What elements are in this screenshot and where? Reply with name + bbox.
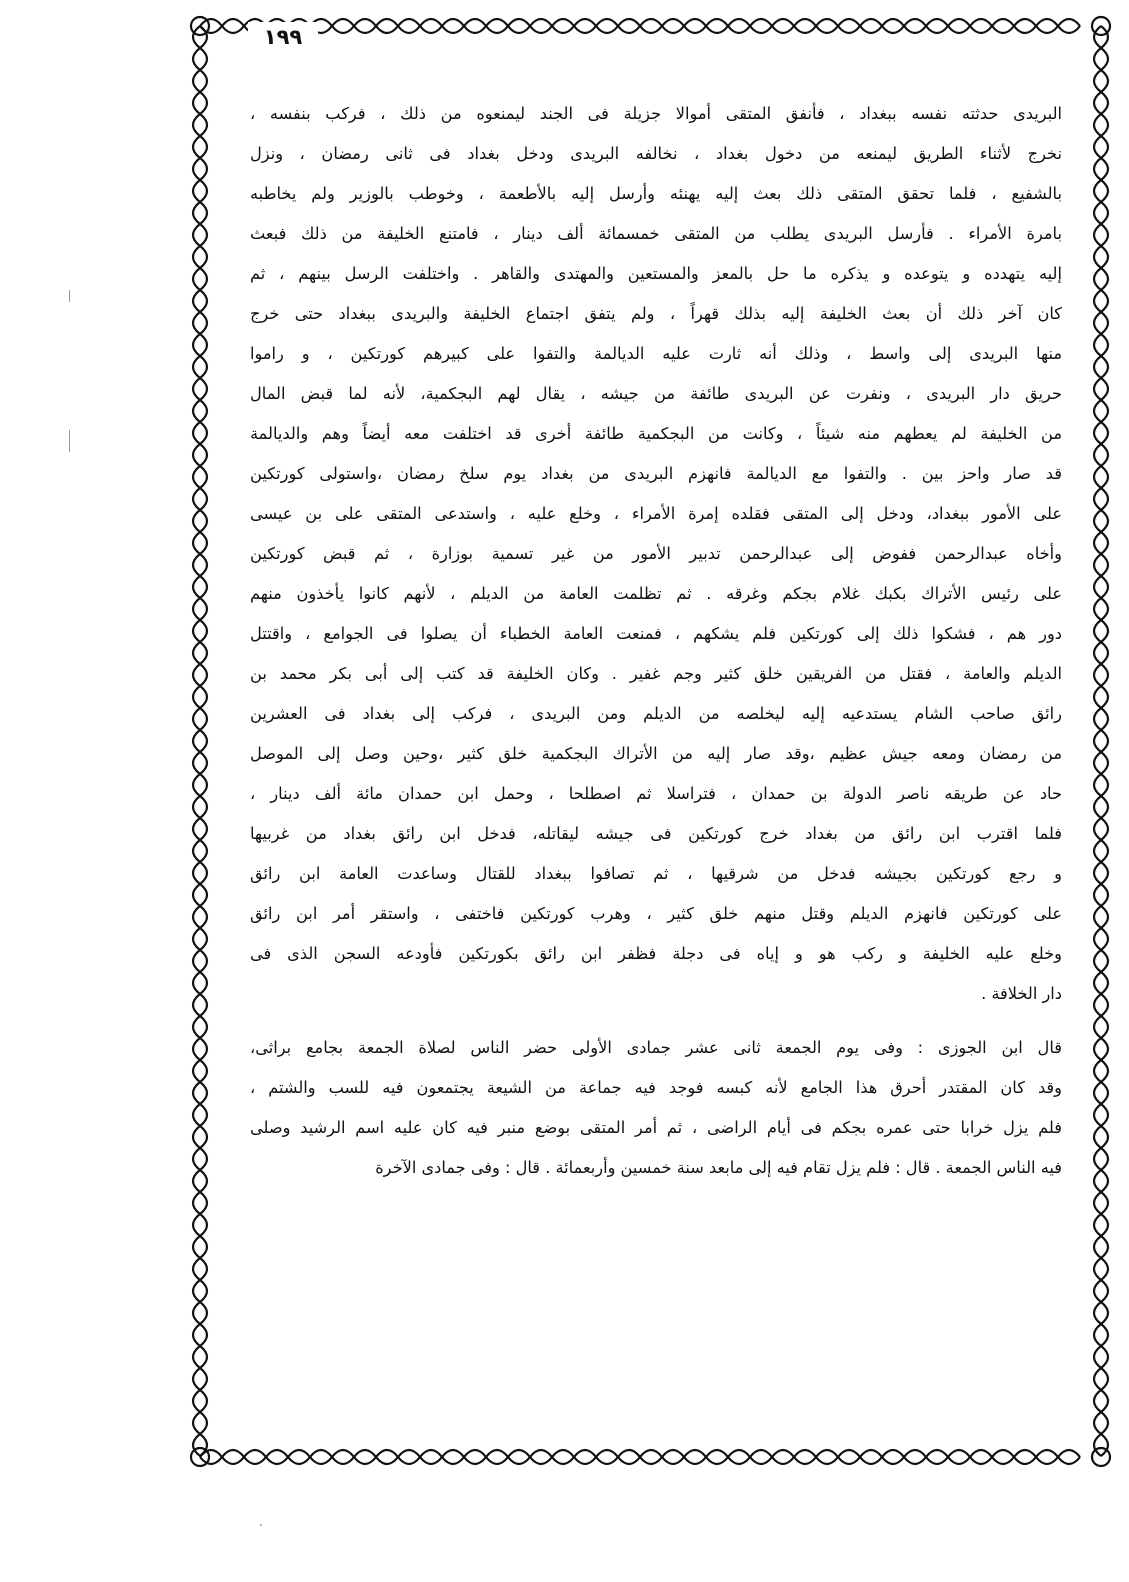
paragraph-gap bbox=[250, 1014, 1062, 1028]
text-line: من الخليفة لم يعطهم منه شيئاً ، وكانت من البجكمية طائفة أخرى قد اختلفت معه أيضاً وهم والديالمة bbox=[250, 424, 1062, 443]
text-line: وخلع عليه الخليفة و ركب هو و إياه فى دجلة فظفر ابن رائق بكورتكين فأودعه السجن الذى فى bbox=[250, 944, 1062, 963]
text-line: رائق صاحب الشام يستدعيه إليه ليخلصه من الديلم ومن البريدى ، فركب إلى بغداد فى العشرين bbox=[250, 704, 1062, 723]
border-chain-strand bbox=[200, 19, 1080, 33]
text-line: بالشفيع ، فلما تحقق المتقى ذلك بعث إليه يهنئه وأرسل إليه بالأطعمة ، وخوطب بالوزير ولم يخاطبه bbox=[250, 184, 1062, 203]
text-line: و رجع كورتكين بجيشه فدخل من شرقيها ، ثم تصافوا ببغداد للقتال وساعدت العامة ابن رائق bbox=[250, 864, 1062, 883]
border-chain-strand bbox=[200, 1450, 1080, 1464]
text-line: بامرة الأمراء . فأرسل البريدى يطلب من المتقى خمسمائة ألف دينار ، فامتنع الخليفة من ذلك فبعث bbox=[250, 224, 1062, 243]
text-line: على الأمور ببغداد، ودخل إلى المتقى فقلده إمرة الأمراء ، وخلع عليه ، واستدعى المتقى على بن عيسى bbox=[250, 504, 1062, 523]
text-line: من رمضان ومعه جيش عظيم ،وقد صار إليه من الأتراك البجكمية خلق كثير ،وحين وصل إلى الموصل bbox=[250, 744, 1062, 763]
text-line: قال ابن الجوزى : وفى يوم الجمعة ثانى عشر جمادى الأولى حضر الناس لصلاة الجمعة بجامع براثى، bbox=[250, 1038, 1062, 1057]
text-line: فلم يزل خرابا حتى عمره بجكم فى أيام الراضى ، ثم أمر المتقى بوضع منبر فيه كان عليه اسم الرشيد وصلى bbox=[250, 1118, 1062, 1137]
text-line: الديلم والعامة ، فقتل من الفريقين خلق كثير وجم غفير . وكان الخليفة قد كتب إلى أبى بكر محمد بن bbox=[250, 664, 1062, 683]
corner-knot bbox=[1092, 1448, 1110, 1466]
text-line: فلما اقترب ابن رائق من بغداد خرج كورتكين فى جيشه ليقاتله، فدخل ابن رائق بغداد من غربيها bbox=[250, 824, 1062, 843]
page-number: ١٩٩ bbox=[248, 22, 318, 52]
text-line: حريق دار البريدى ، ونفرت عن البريدى طائفة من جيشه ، يقال لهم البجكمية، لأنه لما قبض المال bbox=[250, 384, 1062, 403]
text-line: على كورتكين فانهزم الديلم وقتل منهم خلق كثير ، وهرب كورتكين فاختفى ، واستقر أمر ابن رائق bbox=[250, 904, 1062, 923]
text-line: وقد كان المقتدر أحرق هذا الجامع لأنه كبسه فوجد فيه جماعة من الشيعة يجتمعون فيه للسب والشتم ، bbox=[250, 1078, 1062, 1097]
text-line: على رئيس الأتراك بكبك غلام بجكم وغرقه . ثم تظلمت العامة من الديلم ، لأنهم كانوا يأخذون منهم bbox=[250, 584, 1062, 603]
text-line: نخرج لأثناء الطريق ليمنعه من دخول بغداد ، نخالفه البريدى ودخل بغداد فى ثانى رمضان ، ونزل bbox=[250, 144, 1062, 163]
text-line: إليه يتهدده و يتوعده و يذكره ما حل بالمعز والمستعين والمهتدى والقاهر . واختلفت الرسل بينهم ، ثم bbox=[250, 264, 1062, 283]
scan-speck bbox=[260, 1524, 262, 1526]
text-line: البريدى حدثته نفسه ببغداد ، فأنفق المتقى أموالا جزيلة فى الجند ليمنعوه من ذلك ، فركب بنفسه ، bbox=[250, 104, 1062, 123]
margin-mark bbox=[69, 290, 70, 302]
text-line: منها البريدى إلى واسط ، وذلك أنه ثارت عليه الديالمة والتفوا على كبيرهم كورتكين ، و راموا bbox=[250, 344, 1062, 363]
text-line: حاد عن طريقه ناصر الدولة بن حمدان ، فتراسلا ثم اصطلحا ، وحمل ابن حمدان مائة ألف دينار ، bbox=[250, 784, 1062, 803]
text-line: وأخاه عبدالرحمن ففوض إلى عبدالرحمن تدبير الأمور من غير تسمية بوزارة ، ثم قبض كورتكين bbox=[250, 544, 1062, 563]
margin-mark bbox=[69, 430, 70, 452]
body-text bbox=[250, 94, 1062, 1188]
text-line: دار الخلافة . bbox=[981, 984, 1062, 1003]
text-line: قد صار واحز بين . والتفوا مع الديالمة فانهزم البريدى من بغداد يوم سلخ رمضان ،واستولى كورتكين bbox=[250, 464, 1062, 483]
text-line: دور هم ، فشكوا ذلك إلى كورتكين فلم يشكهم ، فمنعت العامة الخطباء أن يصلوا فى الجوامع ، واقتتل bbox=[250, 624, 1062, 643]
text-line: فيه الناس الجمعة . قال : فلم يزل تقام فيه إلى مابعد سنة خمسين وأربعمائة . قال : وفى جمادى الآخرة bbox=[375, 1158, 1062, 1177]
text-line: كان آخر ذلك أن بعث الخليفة إليه بذلك قهراً ، ولم يتفق اجتماع الخليفة والبريدى ببغداد حتى خرج bbox=[250, 304, 1062, 323]
